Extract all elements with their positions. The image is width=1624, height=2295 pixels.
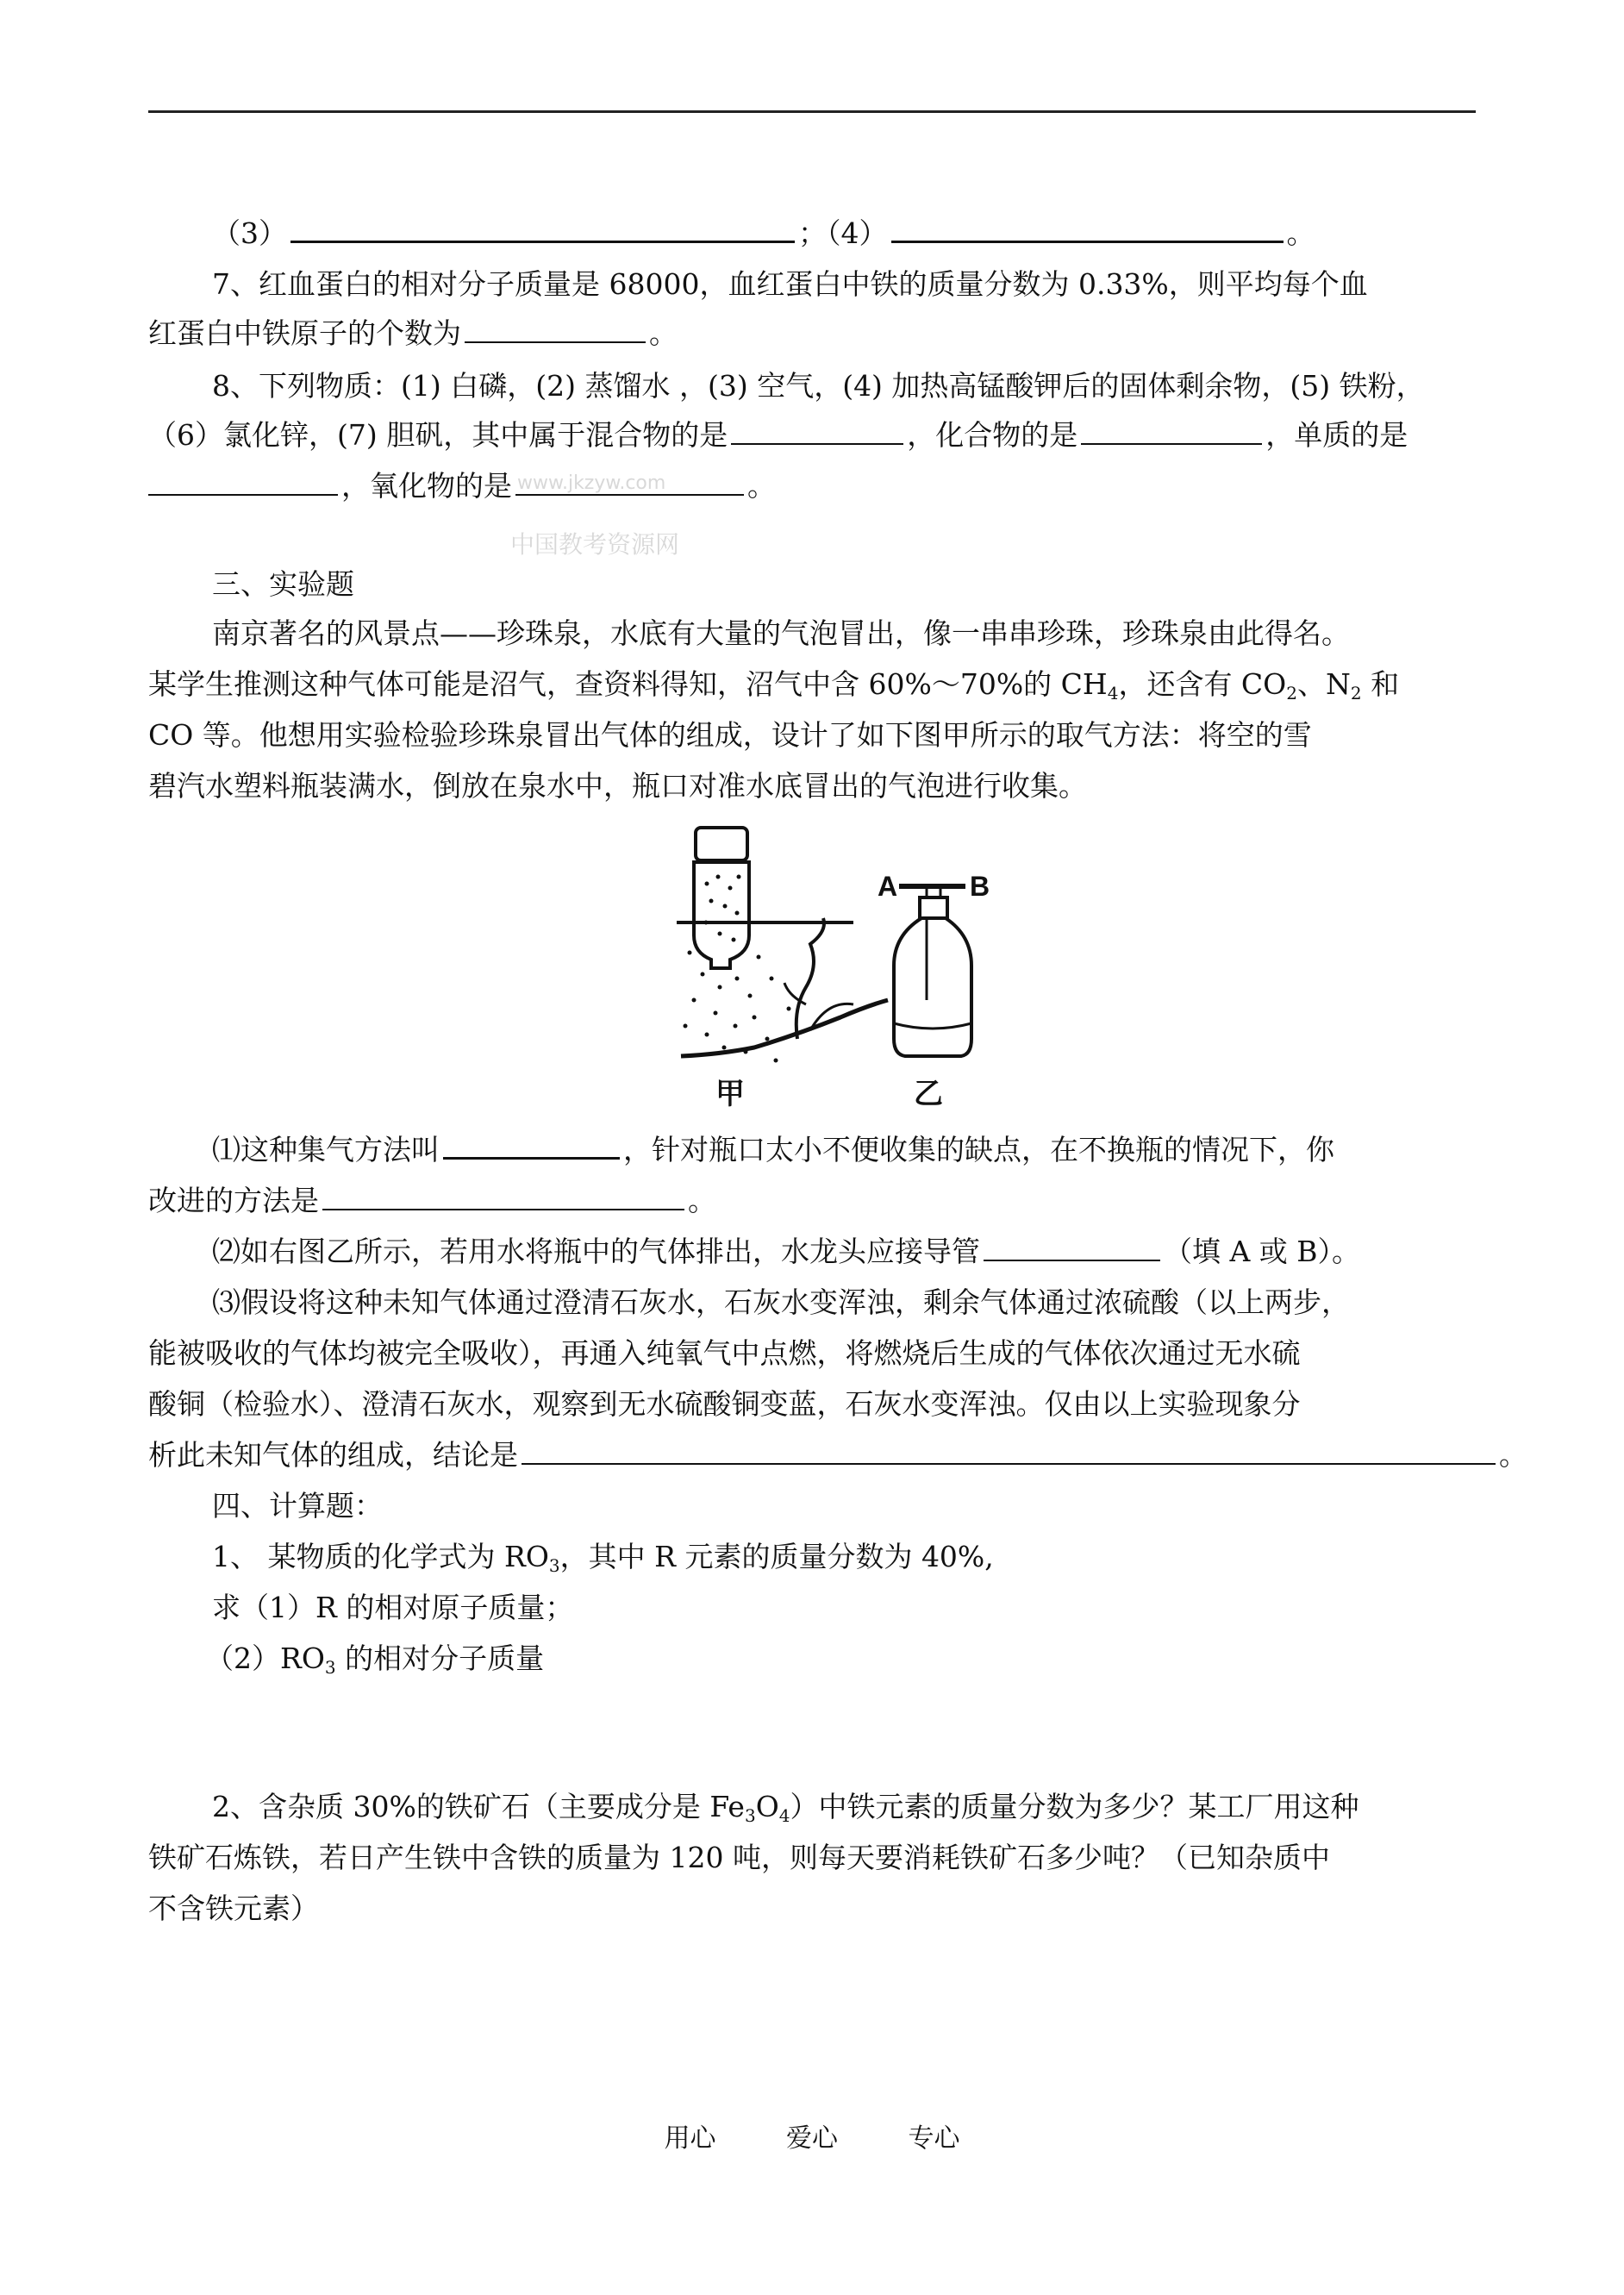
q7-answer-blank[interactable] [465,312,646,343]
s3-question-2: ⑵如右图乙所示，若用水将瓶中的气体排出，水龙头应接导管 （填 A 或 B）。 [212,1228,1360,1276]
header-rule [148,110,1476,113]
q8-compound-blank[interactable] [1081,414,1262,445]
footer-word-1: 用心 [664,2123,716,2154]
calc-1-question-2: $(2)RO_3$ 的相对分子质量 [205,1642,545,1678]
q8-line-2: （6）氯化锌，(7) 胆矾，其中属于混合物的是 ，化合物的是 ，单质的是 [148,411,1408,460]
q7-line-2: 红蛋白中铁原子的个数为 。 [148,310,678,358]
tube-choice-blank[interactable] [984,1230,1160,1261]
s3-paragraph-2: 某学生推测这种气体可能是沼气，查资料得知，沼气中含 60%～70%的 $CH_4$，还含有 $CO_2$、$N_2$ 和 [148,667,1400,704]
s3-question-3-line-2: 能被吸收的气体均被完全吸收），再通入纯氧气中点燃，将燃烧后生成的气体依次通过无水硫 [148,1336,1301,1370]
calc-2-line-3: 不含铁元素） [148,1892,319,1925]
footer-word-3: 专心 [908,2123,960,2154]
footer-word-2: 爱心 [786,2123,838,2154]
watermark-url: www.jkzyw.com [517,472,666,494]
apparatus-figure [668,823,1030,1116]
answer-blank-4[interactable] [891,211,1284,243]
tube-label-b: B [970,871,990,902]
s3-question-3-line-4: 析此未知气体的组成，结论是 。 [148,1431,1527,1479]
s3-question-1-line-1: ⑴这种集气方法叫 ，针对瓶口太小不便收集的缺点，在不换瓶的情况下，你 [212,1126,1334,1174]
figure-caption-right: 乙 [914,1077,943,1111]
s3-paragraph-1: 南京著名的风景点——珍珠泉，水底有大量的气泡冒出，像一串串珍珠，珍珠泉由此得名。 [212,616,1350,650]
section-4-title: 四、计算题： [212,1489,383,1523]
q6-tail-line: （3） ；（4） 。 [212,209,1315,258]
q8-mixture-blank[interactable] [731,414,903,445]
calc-1-statement: 1、 某物质的化学式为 $RO_3$，其中 R 元素的质量分数为 40%, [212,1540,994,1576]
calc-1-question-1: 求（1）R 的相对原子质量； [212,1591,574,1624]
section-3-title: 三、实验题 [212,567,354,601]
figure-caption-left: 甲 [715,1077,745,1111]
q8-line-3: ，氧化物的是 。 [148,462,776,510]
answer-blank-3[interactable] [290,211,795,243]
page-footer [0,2117,1624,2154]
q7-line-1: 7、红血蛋白的相对分子质量是 68000，血红蛋白中铁的质量分数为 0.33%，则平均每个血 [212,267,1368,301]
s3-question-3-line-1: ⑶假设将这种未知气体通过澄清石灰水，石灰水变浑浊，剩余气体通过浓硫酸（以上两步， [212,1285,1350,1319]
s3-question-3-line-3: 酸铜（检验水）、澄清石灰水，观察到无水硫酸铜变蓝，石灰水变浑浊。仅由以上实验现象分 [148,1387,1301,1421]
conclusion-blank[interactable] [522,1434,1496,1465]
s3-paragraph-3: CO 等。他想用实验检验珍珠泉冒出气体的组成，设计了如下图甲所示的取气方法：将空的雪 [148,718,1312,752]
q8-line-1: 8、下列物质：(1) 白磷，(2) 蒸馏水 ，(3) 空气，(4) 加热高锰酸钾后的固体剩余物，(5) 铁粉， [212,369,1425,403]
q8-element-blank[interactable] [148,465,338,496]
calc-2-line-1: 2、含杂质 30%的铁矿石（主要成分是 $Fe_3O_4$）中铁元素的质量分数为多少？某工厂用这种 [212,1790,1359,1826]
s3-question-1-line-2: 改进的方法是 。 [148,1177,716,1225]
apparatus-drawing [668,823,1030,1116]
gas-bottle-with-tubes [894,886,971,1056]
collection-method-blank[interactable] [443,1128,620,1160]
watermark-name: 中国教考资源网 [510,530,680,559]
s3-paragraph-4: 碧汽水塑料瓶装满水，倒放在泉水中，瓶口对准水底冒出的气泡进行收集。 [148,769,1087,803]
inverted-bottle [694,828,749,968]
improvement-blank[interactable] [322,1179,684,1210]
calc-2-line-2: 铁矿石炼铁，若日产生铁中含铁的质量为 120 吨，则每天要消耗铁矿石多少吨？（已知杂质中 [148,1841,1330,1874]
tube-label-a: A [878,871,898,902]
